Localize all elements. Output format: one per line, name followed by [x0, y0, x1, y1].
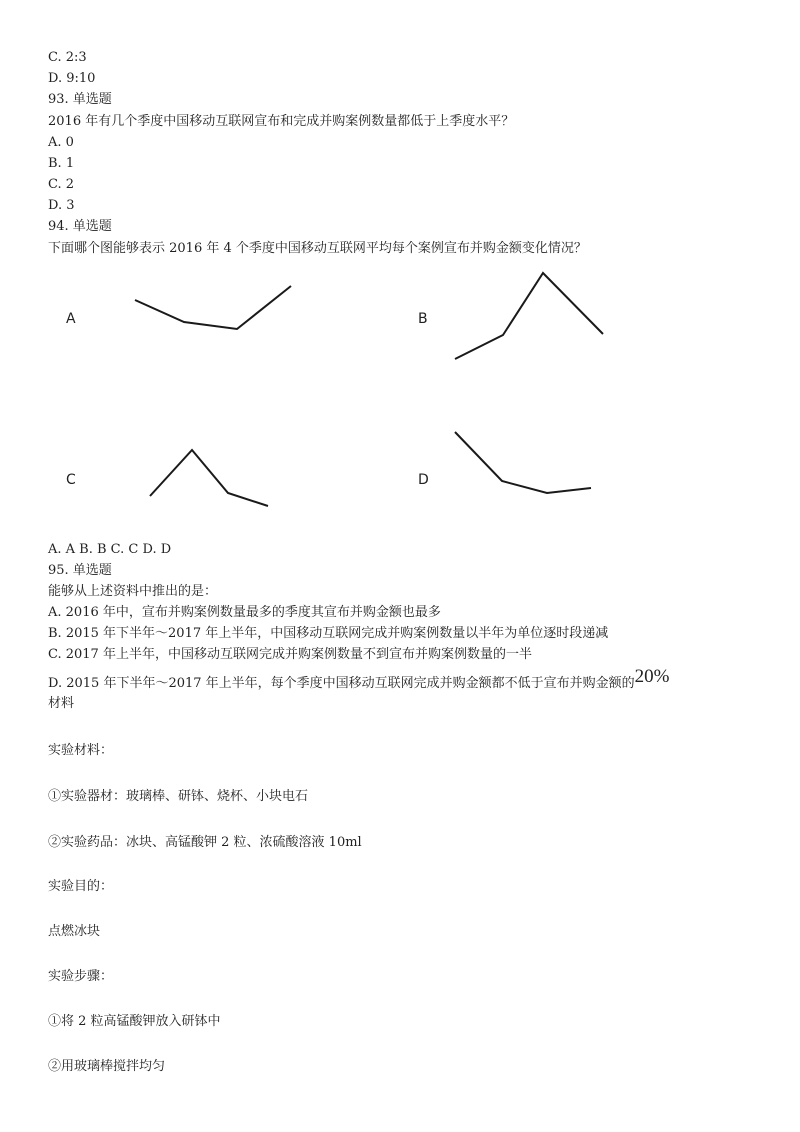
- q94-number: 94. 单选题: [48, 219, 112, 234]
- equipment-line: ①实验器材：玻璃棒、研钵、烧杯、小块电石: [48, 789, 309, 804]
- q93-option-b: B. 1: [48, 156, 75, 171]
- q94-stem: 下面哪个图能够表示 2016 年 4 个季度中国移动互联网平均每个案例宣布并购金额变化情况？: [48, 241, 587, 256]
- prev-option-c: C. 2:3: [48, 50, 87, 65]
- q95-option-a: A. 2016 年中，宣布并购案例数量最多的季度其宣布并购金额也最多: [48, 605, 441, 620]
- q95-stem: 能够从上述资料中推出的是：: [48, 584, 218, 599]
- purpose-text: 点燃冰块: [48, 924, 101, 939]
- q93-option-d: D. 3: [48, 198, 75, 213]
- graph-c-label: C: [66, 472, 76, 488]
- q95-option-b: B. 2015 年下半年～2017 年上半年，中国移动互联网完成并购案例数量以半年为单位逐时段递减: [48, 626, 609, 641]
- q93-option-c: C. 2: [48, 177, 75, 192]
- q95-option-d: [48, 666, 670, 692]
- q95-number: 95. 单选题: [48, 563, 112, 578]
- q95-option-d-text: D. 2015 年下半年～2017 年上半年，每个季度中国移动互联网完成并购金额都不低于宣布并购金额的: [48, 676, 635, 691]
- materials-title: 实验材料：: [48, 743, 114, 758]
- prev-option-d: D. 9:10: [48, 71, 96, 86]
- q95-option-c: C. 2017 年上半年，中国移动互联网完成并购案例数量不到宣布并购案例数量的一半: [48, 647, 532, 662]
- graph-d-label: D: [418, 472, 429, 488]
- q93-stem: 2016 年有几个季度中国移动互联网宣布和完成并购案例数量都低于上季度水平？: [48, 114, 515, 129]
- step-2: ②用玻璃棒搅拌均匀: [48, 1059, 166, 1074]
- graph-a-label: A: [66, 311, 76, 327]
- q93-option-a: A. 0: [48, 135, 74, 150]
- step-1: ①将 2 粒高锰酸钾放入研钵中: [48, 1014, 221, 1029]
- materials-trailing: 材料: [48, 696, 75, 711]
- steps-title: 实验步骤：: [48, 969, 114, 984]
- purpose-title: 实验目的：: [48, 879, 114, 894]
- reagents-line: ②实验药品：冰块、高锰酸钾 2 粒、浓硫酸溶液 10ml: [48, 835, 362, 850]
- graph-d-line: [455, 432, 591, 493]
- q93-number: 93. 单选题: [48, 92, 112, 107]
- q95-option-d-percent: 20%: [634, 666, 670, 687]
- q94-answer-options: A. A B. B C. C D. D: [48, 542, 172, 557]
- graph-b-label: B: [418, 311, 428, 327]
